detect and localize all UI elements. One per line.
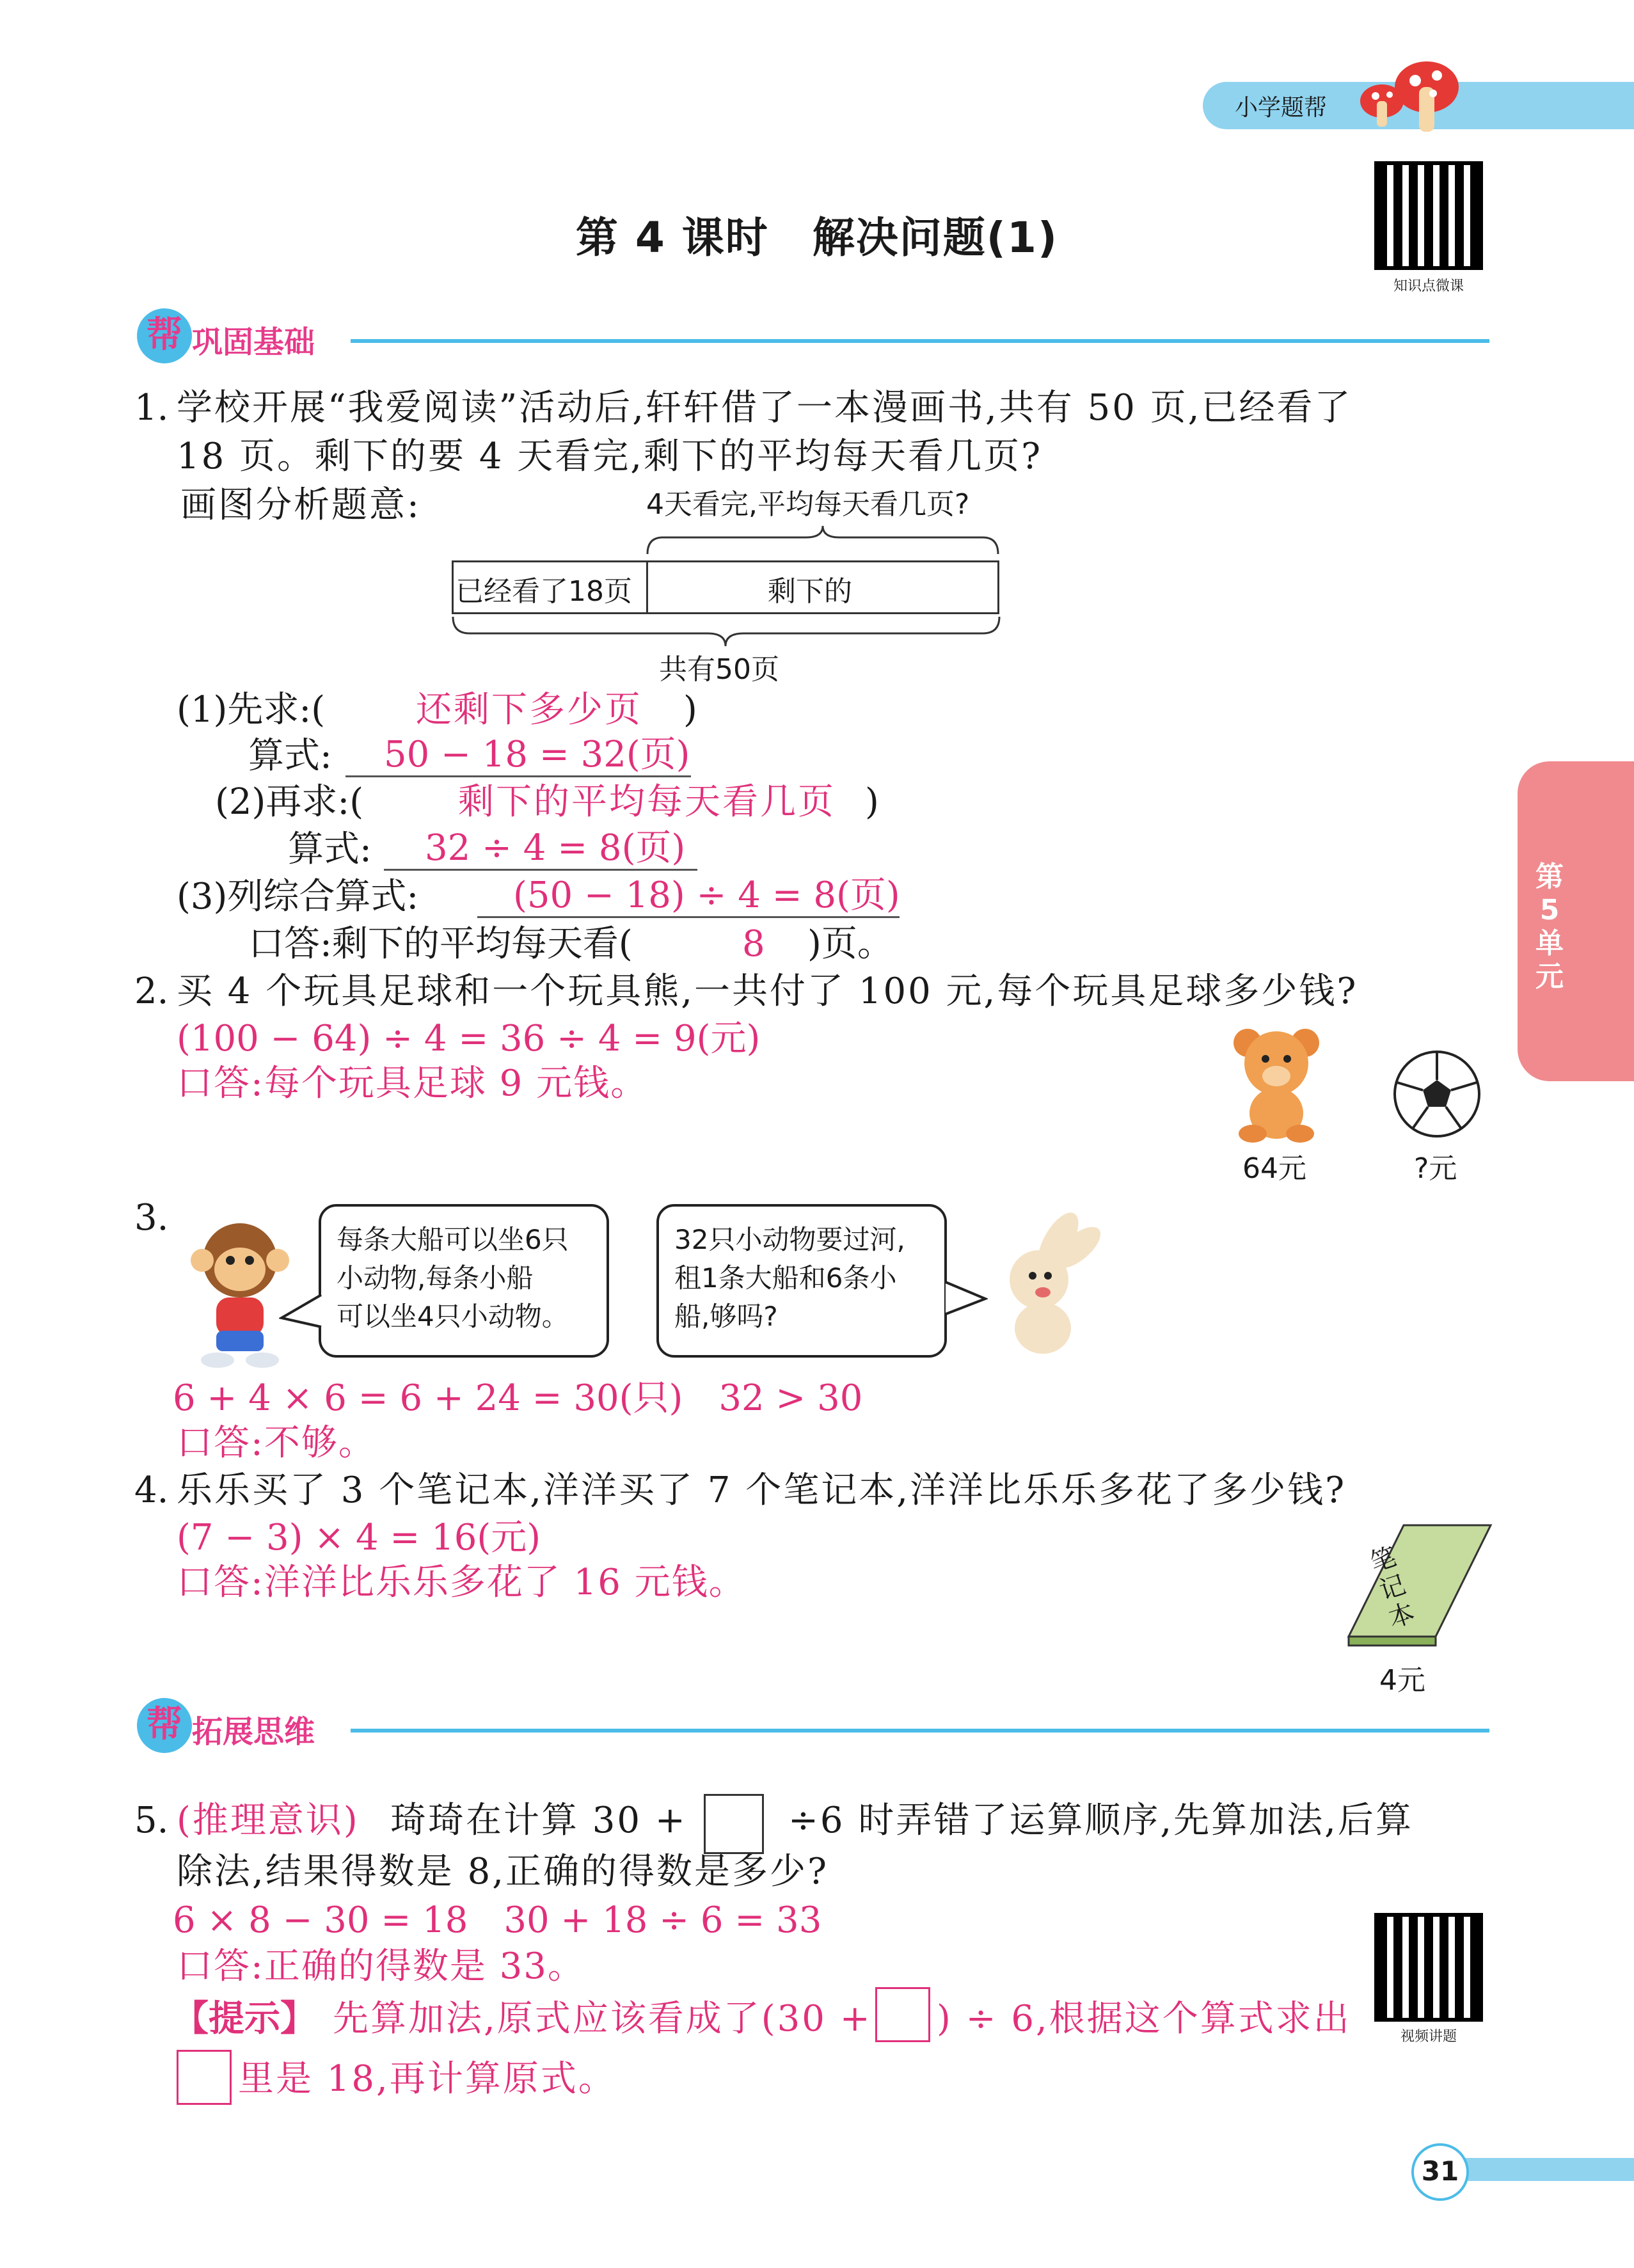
- answer-formula: (100 − 64) ÷ 4 = 36 ÷ 4 = 9(元): [177, 1018, 761, 1059]
- bar-segment-read: 已经看了18页: [456, 575, 632, 608]
- section-title-extend: 拓展思维: [192, 1714, 315, 1750]
- section-badge-icon: 帮: [137, 1698, 192, 1753]
- speech-bubble-rabbit: [656, 1204, 947, 1358]
- answer-sentence-prefix: 口答:剩下的平均每天看(: [248, 923, 633, 965]
- diagram-total-label: 共有50页: [659, 653, 779, 686]
- qr-code-icon[interactable]: [1374, 1913, 1483, 2022]
- speech-line: 32只小动物要过河,: [674, 1224, 905, 1255]
- brace-bottom: [452, 615, 1001, 647]
- brace-top: [646, 525, 999, 557]
- question-text: ÷6 时弄错了运算顺序,先算加法,后算: [788, 1800, 1413, 1841]
- answer-sentence: 口答:正确的得数是 33。: [177, 1946, 585, 1987]
- question-text: 画图分析题意:: [180, 484, 421, 526]
- section-divider: [351, 339, 1489, 343]
- rabbit-icon: [981, 1209, 1103, 1356]
- speech-bubble-monkey: [319, 1204, 609, 1358]
- blank-box: [875, 1987, 930, 2042]
- price-label: ?元: [1414, 1152, 1457, 1185]
- unit-tab-label: 第5单元: [1535, 860, 1564, 993]
- question-number: 5.: [134, 1800, 169, 1841]
- speech-line: 船,够吗?: [674, 1301, 778, 1332]
- section-title-basic: 巩固基础: [192, 324, 315, 360]
- formula-label: 算式:: [288, 829, 372, 870]
- formula-label: 算式:: [248, 735, 332, 777]
- hint-text: 先算加法,原式应该看成了(30 +: [333, 1998, 872, 2040]
- question-text: 学校开展“我爱阅读”活动后,轩轩借了一本漫画书,共有 50 页,已经看了: [177, 387, 1352, 429]
- qr-code-icon[interactable]: [1374, 161, 1483, 270]
- hint-text: 里是 18,再计算原式。: [238, 2058, 616, 2100]
- notebook-label: 笔记本: [1367, 1542, 1418, 1634]
- bubble-tail: [279, 1292, 324, 1331]
- question-number: 2.: [134, 971, 169, 1012]
- answer-text: 还剩下多少页: [416, 689, 642, 731]
- price-label: 4元: [1379, 1664, 1425, 1697]
- qr-label: 知识点微课: [1393, 278, 1464, 294]
- speech-line: 租1条大船和6条小: [674, 1262, 897, 1294]
- page-number: 31: [1411, 2143, 1469, 2201]
- answer-formula: 32 ÷ 4 = 8(页): [425, 827, 686, 869]
- sub-question-2: (2)再求:(: [215, 781, 364, 823]
- hint-label: 【提示】: [173, 1998, 316, 2040]
- blank-box: [704, 1794, 764, 1854]
- sub-question-3: (3)列综合算式:: [177, 876, 419, 917]
- bar-segment-remain: 剩下的: [768, 575, 852, 608]
- answer-formula: 6 × 8 − 30 = 18 30 + 18 ÷ 6 = 33: [173, 1899, 822, 1941]
- answer-formula: 50 − 18 = 32(页): [384, 734, 690, 775]
- question-text: 买 4 个玩具足球和一个玩具熊,一共付了 100 元,每个玩具足球多少钱?: [177, 971, 1358, 1012]
- section-divider: [351, 1729, 1489, 1733]
- question-number: 4.: [134, 1470, 169, 1511]
- question-text: 琦琦在计算 30 +: [390, 1800, 687, 1841]
- section-badge-icon: 帮: [137, 308, 192, 363]
- teddy-bear-icon: [1228, 1024, 1324, 1145]
- bracket-close: ): [683, 689, 697, 731]
- answer-text: 剩下的平均每天看几页: [458, 781, 836, 823]
- hint-text: ) ÷ 6,根据这个算式求出: [937, 1998, 1351, 2040]
- answer-sentence: 口答:每个玩具足球 9 元钱。: [177, 1063, 648, 1104]
- bar-divider: [646, 560, 648, 614]
- page-title: 第 4 课时 解决问题(1): [575, 213, 1059, 262]
- speech-line: 小动物,每条小船: [337, 1262, 534, 1294]
- question-number: 3.: [134, 1197, 169, 1239]
- answer-formula: (7 − 3) × 4 = 16(元): [177, 1517, 541, 1558]
- answer-sentence: 口答:不够。: [177, 1422, 376, 1464]
- question-tag: (推理意识): [177, 1800, 360, 1841]
- soccer-ball-icon: [1392, 1049, 1482, 1139]
- blank-box: [177, 2050, 232, 2105]
- mushroom-icon: [1344, 55, 1471, 145]
- qr-label: 视频讲题: [1400, 2029, 1457, 2045]
- answer-sentence-suffix: )页。: [807, 923, 893, 965]
- bracket-close: ): [865, 781, 879, 823]
- answer-value: 8: [742, 923, 765, 965]
- question-text: 18 页。剩下的要 4 天看完,剩下的平均每天看几页?: [177, 436, 1043, 477]
- question-text: 除法,结果得数是 8,正确的得数是多少?: [177, 1851, 829, 1892]
- diagram-top-label: 4天看完,平均每天看几页?: [646, 488, 970, 521]
- sub-question-1: (1)先求:(: [177, 689, 326, 731]
- speech-line: 每条大船可以坐6只: [337, 1224, 569, 1255]
- answer-formula: (50 − 18) ÷ 4 = 8(页): [513, 875, 900, 916]
- price-label: 64元: [1242, 1152, 1306, 1185]
- answer-formula: 6 + 4 × 6 = 6 + 24 = 30(只) 32 > 30: [173, 1377, 863, 1419]
- question-text: 乐乐买了 3 个笔记本,洋洋买了 7 个笔记本,洋洋比乐乐多花了多少钱?: [177, 1470, 1347, 1511]
- speech-line: 可以坐4只小动物。: [337, 1301, 569, 1332]
- brand-name: 小学题帮: [1235, 95, 1328, 121]
- answer-sentence: 口答:洋洋比乐乐多花了 16 元钱。: [177, 1562, 746, 1603]
- page-number-bar: [1465, 2158, 1634, 2181]
- question-number: 1.: [134, 387, 169, 429]
